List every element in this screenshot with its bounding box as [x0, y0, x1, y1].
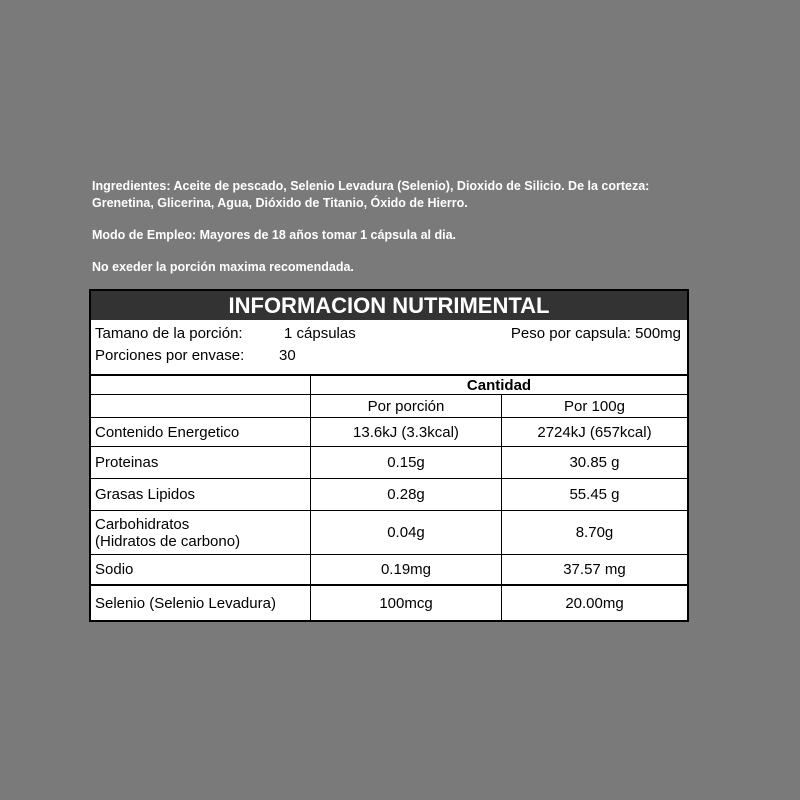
- nutrient-name: Grasas Lipidos: [91, 479, 311, 511]
- per-serving-value: 0.19mg: [311, 555, 502, 586]
- per-100g-value: 55.45 g: [502, 479, 688, 511]
- table-row: [91, 511, 687, 555]
- label-title: INFORMACION NUTRIMENTAL: [91, 291, 687, 320]
- usage-instructions: Modo de Empleo: Mayores de 18 años tomar 1 cápsula al dia.: [92, 228, 456, 242]
- table-row: [91, 585, 687, 620]
- col-per-serving: Por porción: [311, 395, 502, 418]
- per-100g-value: 37.57 mg: [502, 555, 688, 586]
- dosage-warning: No exeder la porción maxima recomendada.: [92, 260, 354, 274]
- nutrition-facts-label: [89, 289, 689, 622]
- column-header-row: [91, 395, 687, 418]
- serving-info: [91, 320, 687, 376]
- nutrient-name-line-2: (Hidratos de carbono): [95, 532, 241, 550]
- quantity-header: Cantidad: [311, 376, 688, 395]
- per-serving-value: 13.6kJ (3.3kcal): [311, 418, 502, 447]
- product-info-text: [92, 178, 702, 276]
- servings-per-container-value: 30: [279, 347, 296, 364]
- table-row: [91, 418, 687, 447]
- per-serving-value: 0.04g: [311, 511, 502, 555]
- per-serving-value: 0.15g: [311, 447, 502, 479]
- quantity-header-row: [91, 376, 687, 395]
- nutrient-name: Selenio (Selenio Levadura): [91, 585, 311, 620]
- ingredients-line-2: Grenetina, Glicerina, Agua, Dióxido de Titanio, Óxido de Hierro.: [92, 196, 468, 210]
- capsule-weight: Peso por capsula: 500mg: [510, 325, 681, 342]
- per-100g-value: 2724kJ (657kcal): [502, 418, 688, 447]
- per-100g-value: 8.70g: [502, 511, 688, 555]
- per-100g-value: 20.00mg: [502, 585, 688, 620]
- table-row: [91, 555, 687, 586]
- nutrient-name-line-1: Carbohidratos: [95, 515, 190, 533]
- serving-size-label: Tamano de la porción:: [95, 325, 243, 342]
- nutrient-name: [91, 511, 311, 555]
- nutrient-name: Sodio: [91, 555, 311, 586]
- ingredients-line-1: Ingredientes: Aceite de pescado, Selenio Levadura (Selenio), Dioxido de Silicio. De la corteza:: [92, 179, 650, 193]
- per-100g-value: 30.85 g: [502, 447, 688, 479]
- nutrition-table: [91, 376, 687, 620]
- nutrient-name: Proteinas: [91, 447, 311, 479]
- per-serving-value: 100mcg: [311, 585, 502, 620]
- col-per-100g: Por 100g: [502, 395, 688, 418]
- table-row: [91, 479, 687, 511]
- nutrient-name: Contenido Energetico: [91, 418, 311, 447]
- serving-size-value: 1 cápsulas: [284, 325, 356, 342]
- table-row: [91, 447, 687, 479]
- per-serving-value: 0.28g: [311, 479, 502, 511]
- servings-per-container-label: Porciones por envase:: [95, 347, 245, 364]
